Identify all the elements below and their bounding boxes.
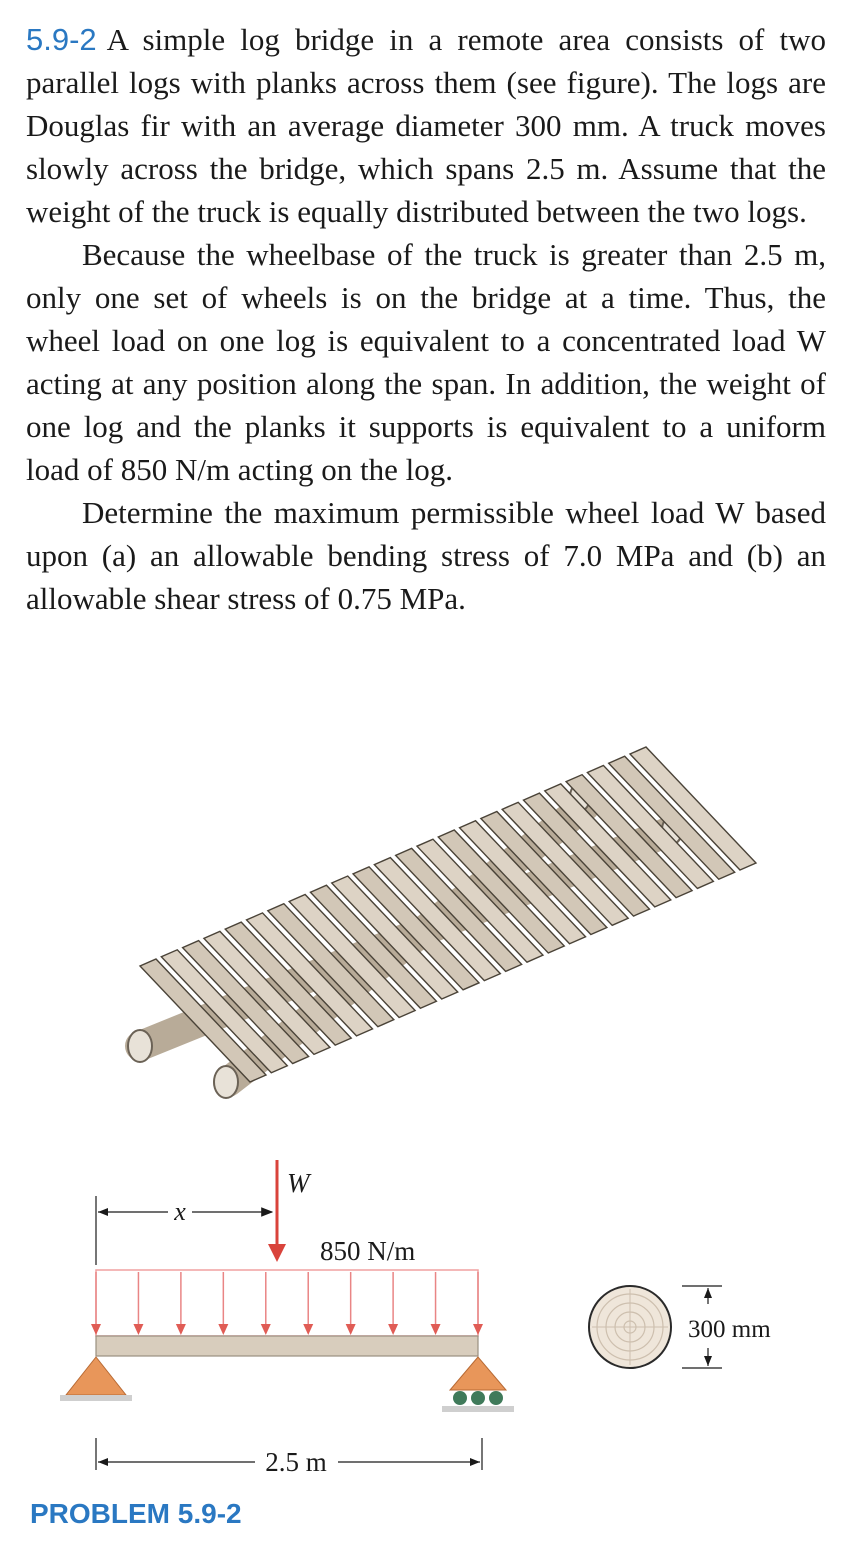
x-arrowhead-left xyxy=(98,1208,108,1216)
pin-support xyxy=(66,1357,126,1395)
figure-caption: PROBLEM 5.9-2 xyxy=(30,1498,242,1529)
log-cross-section xyxy=(589,1286,771,1368)
distributed-load-label: 850 N/m xyxy=(320,1236,416,1266)
diameter-label: 300 mm xyxy=(688,1316,771,1343)
distributed-load-arrowhead xyxy=(346,1324,356,1335)
roller-wheel xyxy=(453,1391,467,1405)
load-w-arrowhead xyxy=(268,1244,286,1262)
distributed-load-arrowhead xyxy=(303,1324,313,1335)
distributed-load-arrows xyxy=(91,1272,483,1335)
roller-support xyxy=(450,1357,506,1390)
problem-number: 5.9-2 xyxy=(26,22,97,57)
span-arrowhead-left xyxy=(98,1458,108,1466)
distributed-load-arrowhead xyxy=(133,1324,143,1335)
roller-wheel xyxy=(489,1391,503,1405)
distributed-load-arrowhead xyxy=(431,1324,441,1335)
distributed-load-arrowhead xyxy=(261,1324,271,1335)
roller-wheel xyxy=(471,1391,485,1405)
distributed-load-boundary xyxy=(96,1270,478,1336)
distributed-load-arrowhead xyxy=(91,1324,101,1335)
distributed-load-arrowhead xyxy=(218,1324,228,1335)
problem-paragraph-2: Because the wheelbase of the truck is greater than 2.5 m, only one set of wheels is on the bridge at a time. Thus, the wheel load on one log is equivalent to a concentrated load W acting at any position along the span. In addition, the weight of one log and the planks it supports is equivalent to a uniform load of 850 N/m acting on the log. xyxy=(26,237,826,487)
load-w-label: W xyxy=(287,1168,310,1198)
roller-ground xyxy=(442,1406,514,1412)
beam-diagram xyxy=(60,1160,514,1477)
problem-paragraph-3: Determine the maximum permissible wheel load W based upon (a) an allowable bending stress of 7.0 MPa and (b) an allowable shear stress of 0.75 MPa. xyxy=(26,495,826,616)
distributed-load-arrowhead xyxy=(176,1324,186,1335)
span-arrowhead-right xyxy=(470,1458,480,1466)
beam xyxy=(96,1336,478,1356)
distributed-load-arrowhead xyxy=(473,1324,483,1335)
log-bridge-illustration xyxy=(128,747,756,1098)
pin-ground xyxy=(60,1395,132,1401)
distributed-load-arrowhead xyxy=(388,1324,398,1335)
paragraph-1-text: A simple log bridge in a remote area consists of two parallel logs with planks across them (see figure). The logs are Douglas fir with an average diameter 300 mm. A truck moves slowly across the bridge, which spans 2.5 m. Assume that the weight of the truck is equally distributed between the two logs. xyxy=(26,22,826,229)
span-label: 2.5 m xyxy=(265,1447,327,1477)
x-label: x xyxy=(174,1197,186,1226)
